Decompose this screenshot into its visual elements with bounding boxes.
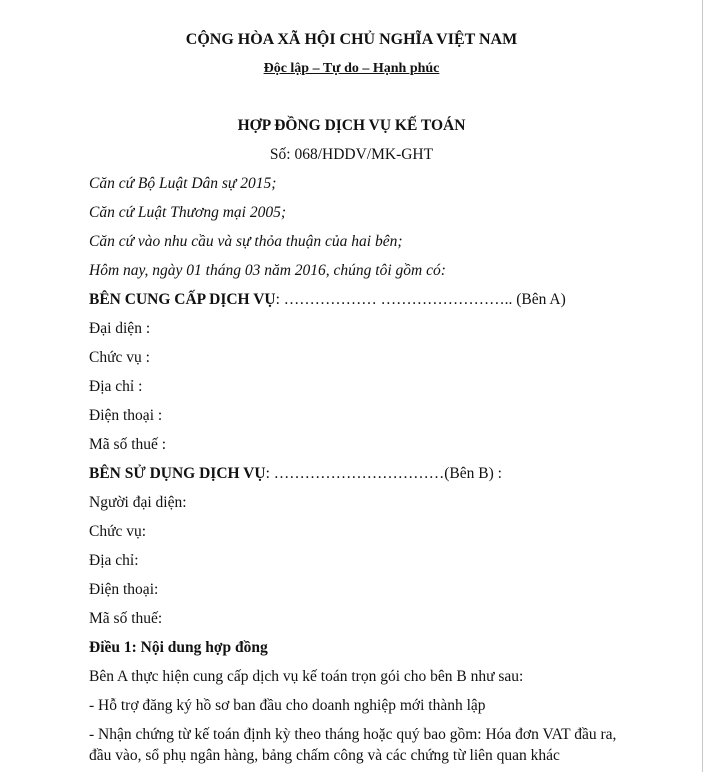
article-1-item-continuation: đầu vào, sổ phụ ngân hàng, bảng chấm công và các chứng từ liên quan khác	[89, 747, 560, 764]
party-b-placeholder: : ……………………………(Bên B) :	[265, 465, 502, 482]
preamble-line: Căn cứ vào nhu cầu và sự thỏa thuận của hai bên;	[89, 233, 403, 250]
national-title: CỘNG HÒA XÃ HỘI CHỦ NGHĨA VIỆT NAM	[185, 31, 518, 48]
party-b-field: Người đại diện:	[89, 494, 187, 511]
preamble-line: Căn cứ Bộ Luật Dân sự 2015;	[89, 175, 277, 192]
party-b-field: Điện thoại:	[89, 581, 159, 598]
party-b-field: Địa chỉ:	[89, 552, 139, 569]
party-b-field: Mã số thuế:	[89, 610, 163, 627]
article-1-item: - Nhận chứng từ kế toán định kỳ theo tháng hoặc quý bao gồm: Hóa đơn VAT đầu ra,	[89, 726, 617, 743]
preamble-line: Căn cứ Luật Thương mại 2005;	[89, 204, 286, 221]
article-1-item: - Hỗ trợ đăng ký hồ sơ ban đầu cho doanh nghiệp mới thành lập	[89, 697, 486, 714]
party-a-field: Địa chỉ :	[89, 378, 143, 395]
party-a-label: BÊN CUNG CẤP DỊCH VỤ	[89, 291, 276, 308]
article-1-heading: Điều 1: Nội dung hợp đồng	[89, 639, 268, 656]
party-a-placeholder: : ……………… …………………….. (Bên A)	[275, 291, 566, 308]
party-a-field: Chức vụ :	[89, 349, 150, 366]
party-a-field: Đại diện :	[89, 320, 151, 337]
party-b-heading	[89, 464, 502, 484]
party-a-field: Mã số thuế :	[89, 436, 167, 453]
contract-number: Số: 068/HDDV/MK-GHT	[269, 146, 434, 163]
national-motto: Độc lập – Tự do – Hạnh phúc	[263, 61, 440, 76]
contract-title: HỢP ĐỒNG DỊCH VỤ KẾ TOÁN	[237, 117, 466, 134]
article-1-intro: Bên A thực hiện cung cấp dịch vụ kế toán trọn gói cho bên B như sau:	[89, 668, 524, 685]
preamble-date-line: Hôm nay, ngày 01 tháng 03 năm 2016, chúng tôi gồm có:	[89, 262, 446, 279]
party-b-field: Chức vụ:	[89, 523, 147, 540]
party-a-field: Điện thoại :	[89, 407, 163, 424]
party-a-heading	[89, 290, 566, 310]
party-b-label: BÊN SỬ DỤNG DỊCH VỤ	[89, 465, 266, 482]
